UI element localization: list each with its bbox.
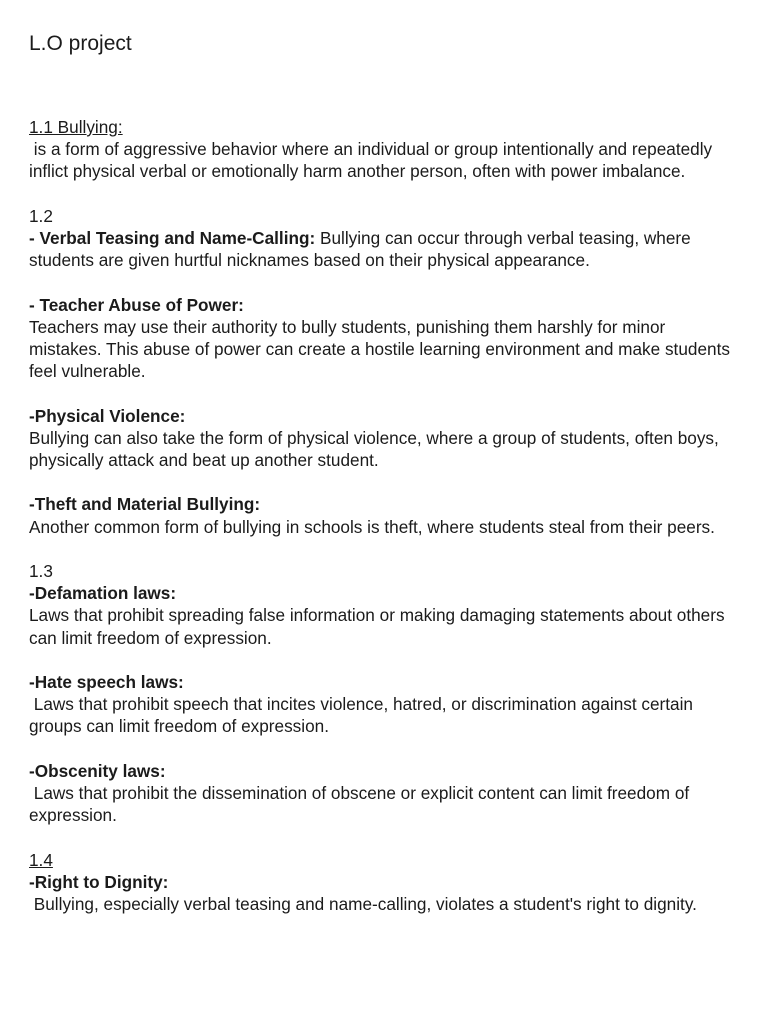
item-defamation-laws bbox=[29, 582, 741, 649]
section-1-1-body: is a form of aggressive behavior where an individual or group intentionally and repeatedly inflict physical verbal or emotionally harm another person, often with power imbalance. bbox=[29, 139, 717, 182]
section-1-3 bbox=[29, 560, 741, 826]
spacer bbox=[29, 649, 741, 671]
item-body: Teachers may use their authority to bully students, punishing them harshly for minor mistakes. This abuse of power can create a hostile learning environment and make students feel vulnerable. bbox=[29, 316, 730, 382]
section-1-3-number: 1.3 bbox=[29, 560, 53, 581]
section-1-1 bbox=[29, 116, 741, 183]
item-heading: -Obscenity laws: bbox=[29, 760, 166, 781]
item-body: Bullying can occur through verbal teasing, where students are given hurtful nicknames based on their physical appearance. bbox=[29, 228, 696, 271]
section-1-4 bbox=[29, 849, 741, 916]
item-body: Another common form of bullying in schools is theft, where students steal from their peers. bbox=[29, 516, 715, 537]
item-body: Bullying, especially verbal teasing and name-calling, violates a student's right to dignity. bbox=[29, 893, 697, 914]
section-1-1-heading: 1.1 Bullying: bbox=[29, 117, 123, 137]
item-teacher-abuse bbox=[29, 294, 741, 383]
section-1-2-number: 1.2 bbox=[29, 205, 53, 226]
item-body: Laws that prohibit the dissemination of obscene or explicit content can limit freedom of expression. bbox=[29, 782, 694, 826]
item-heading: - Verbal Teasing and Name-Calling: bbox=[29, 228, 316, 248]
item-heading: -Right to Dignity: bbox=[29, 871, 169, 892]
item-body: Laws that prohibit speech that incites violence, hatred, or discrimination against certain groups can limit freedom of expression. bbox=[29, 694, 698, 737]
item-obscenity-laws bbox=[29, 760, 741, 827]
item-body: Bullying can also take the form of physical violence, where a group of students, often boys, physically attack and beat up another student. bbox=[29, 427, 719, 470]
item-heading: -Hate speech laws: bbox=[29, 671, 184, 692]
item-theft bbox=[29, 493, 741, 537]
spacer bbox=[29, 271, 741, 293]
item-heading: -Defamation laws: bbox=[29, 583, 177, 604]
spacer bbox=[29, 738, 741, 760]
item-physical-violence bbox=[29, 405, 741, 472]
item-verbal-teasing bbox=[29, 227, 741, 271]
section-1-4-number: 1.4 bbox=[29, 849, 53, 870]
spacer bbox=[29, 826, 741, 848]
section-1-2 bbox=[29, 205, 741, 538]
item-heading: -Theft and Material Bullying: bbox=[29, 494, 261, 515]
document-title: L.O project bbox=[29, 32, 132, 55]
item-body: Laws that prohibit spreading false information or making damaging statements about others can limit freedom of expression. bbox=[29, 605, 725, 648]
spacer bbox=[29, 538, 741, 560]
spacer bbox=[29, 382, 741, 404]
item-heading: - Teacher Abuse of Power: bbox=[29, 294, 244, 315]
document-page bbox=[29, 28, 741, 915]
spacer bbox=[29, 60, 741, 116]
spacer bbox=[29, 183, 741, 205]
spacer bbox=[29, 471, 741, 493]
item-hate-speech-laws bbox=[29, 671, 741, 738]
item-right-to-dignity bbox=[29, 871, 741, 915]
item-heading: -Physical Violence: bbox=[29, 405, 186, 426]
